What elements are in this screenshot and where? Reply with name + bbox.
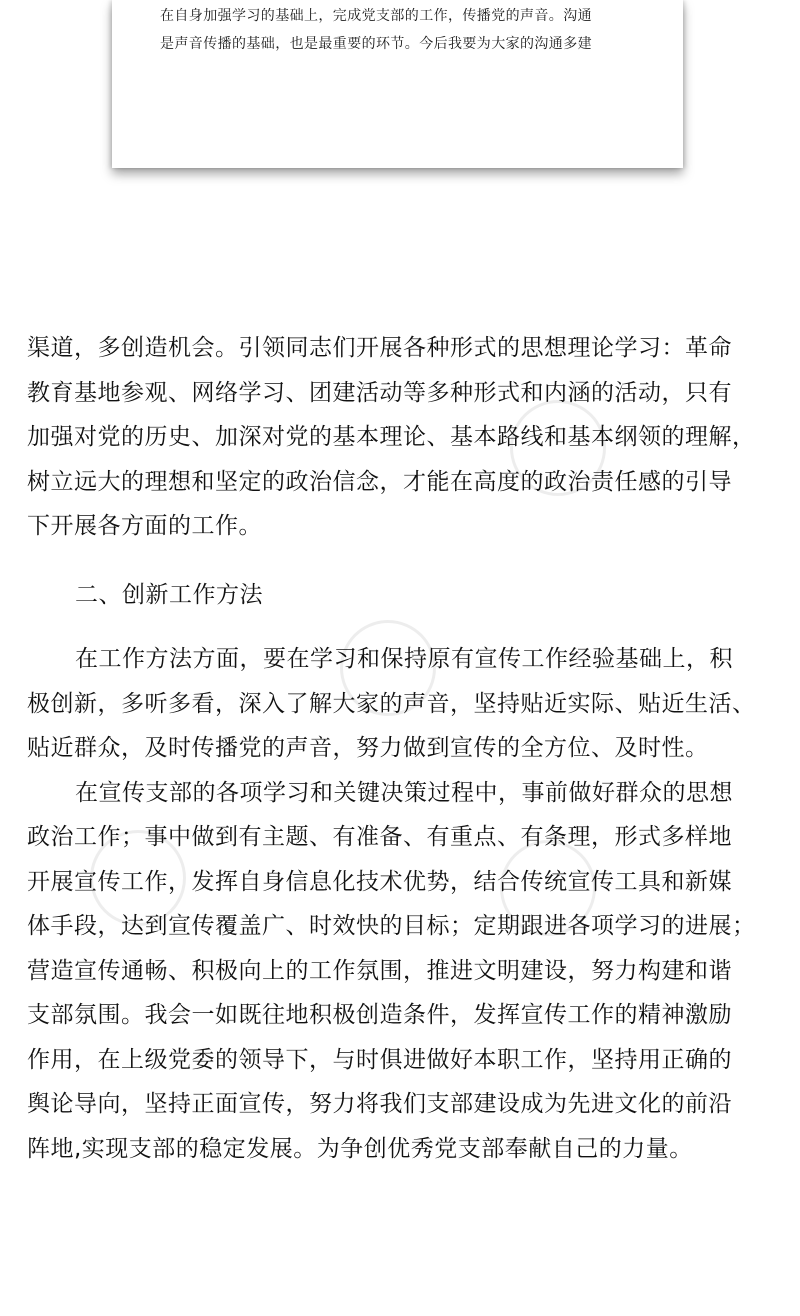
text-line: 支部氛围。我会一如既往地积极创造条件，发挥宣传工作的精神激励 [27,1002,732,1028]
text-line: 体手段，达到宣传覆盖广、时效快的目标；定期跟进各项学习的进展； [27,913,756,939]
paragraph-1 [27,326,787,549]
text-line: 教育基地参观、网络学习、团建活动等多种形式和内涵的活动，只有 [27,379,732,406]
text-line: 贴近群众，及时传播党的声音，努力做到宣传的全方位、及时性。 [27,735,709,761]
text-line: 在宣传支部的各项学习和关键决策过程中，事前做好群众的思想 [75,779,733,806]
text-line: 树立远大的理想和坚定的政治信念，才能在高度的政治责任感的引导 [27,468,732,495]
section-heading: 二、创新工作方法 [75,581,263,608]
preview-card [112,0,683,168]
text-line: 渠道，多创造机会。引领同志们开展各种形式的思想理论学习：革命 [27,335,732,361]
paragraph-3 [27,771,787,1172]
text-line: 开展宣传工作，发挥自身信息化技术优势，结合传统宣传工具和新媒 [27,868,732,895]
text-line: 政治工作；事中做到有主题、有准备、有重点、有条理，形式多样地 [27,824,732,850]
text-line: 舆论导向，坚持正面宣传，努力将我们支部建设成为先进文化的前沿 [27,1091,732,1117]
preview-line-1: 在自身加强学习的基础上，完成党支部的工作，传播党的声音。沟通 [160,8,592,24]
paragraph-2 [27,637,787,771]
text-line: 极创新，多听多看，深入了解大家的声音，坚持贴近实际、贴近生活、 [27,690,756,717]
text-line: 营造宣传通畅、积极向上的工作氛围，推进文明建设，努力构建和谐 [27,957,732,984]
text-line: 作用，在上级党委的领导下，与时俱进做好本职工作，坚持用正确的 [27,1046,732,1073]
text-line: 下开展各方面的工作。 [27,513,262,539]
text-line: 在工作方法方面，要在学习和保持原有宣传工作经验基础上，积 [75,646,733,672]
preview-line-2: 是声音传播的基础，也是最重要的环节。今后我要为大家的沟通多建 [160,36,592,52]
article-body [27,326,787,1171]
text-line: 阵地,实现支部的稳定发展。为争创优秀党支部奉献自己的力量。 [27,1135,693,1162]
text-line: 加强对党的历史、加深对党的基本理论、基本路线和基本纲领的理解， [27,424,756,450]
